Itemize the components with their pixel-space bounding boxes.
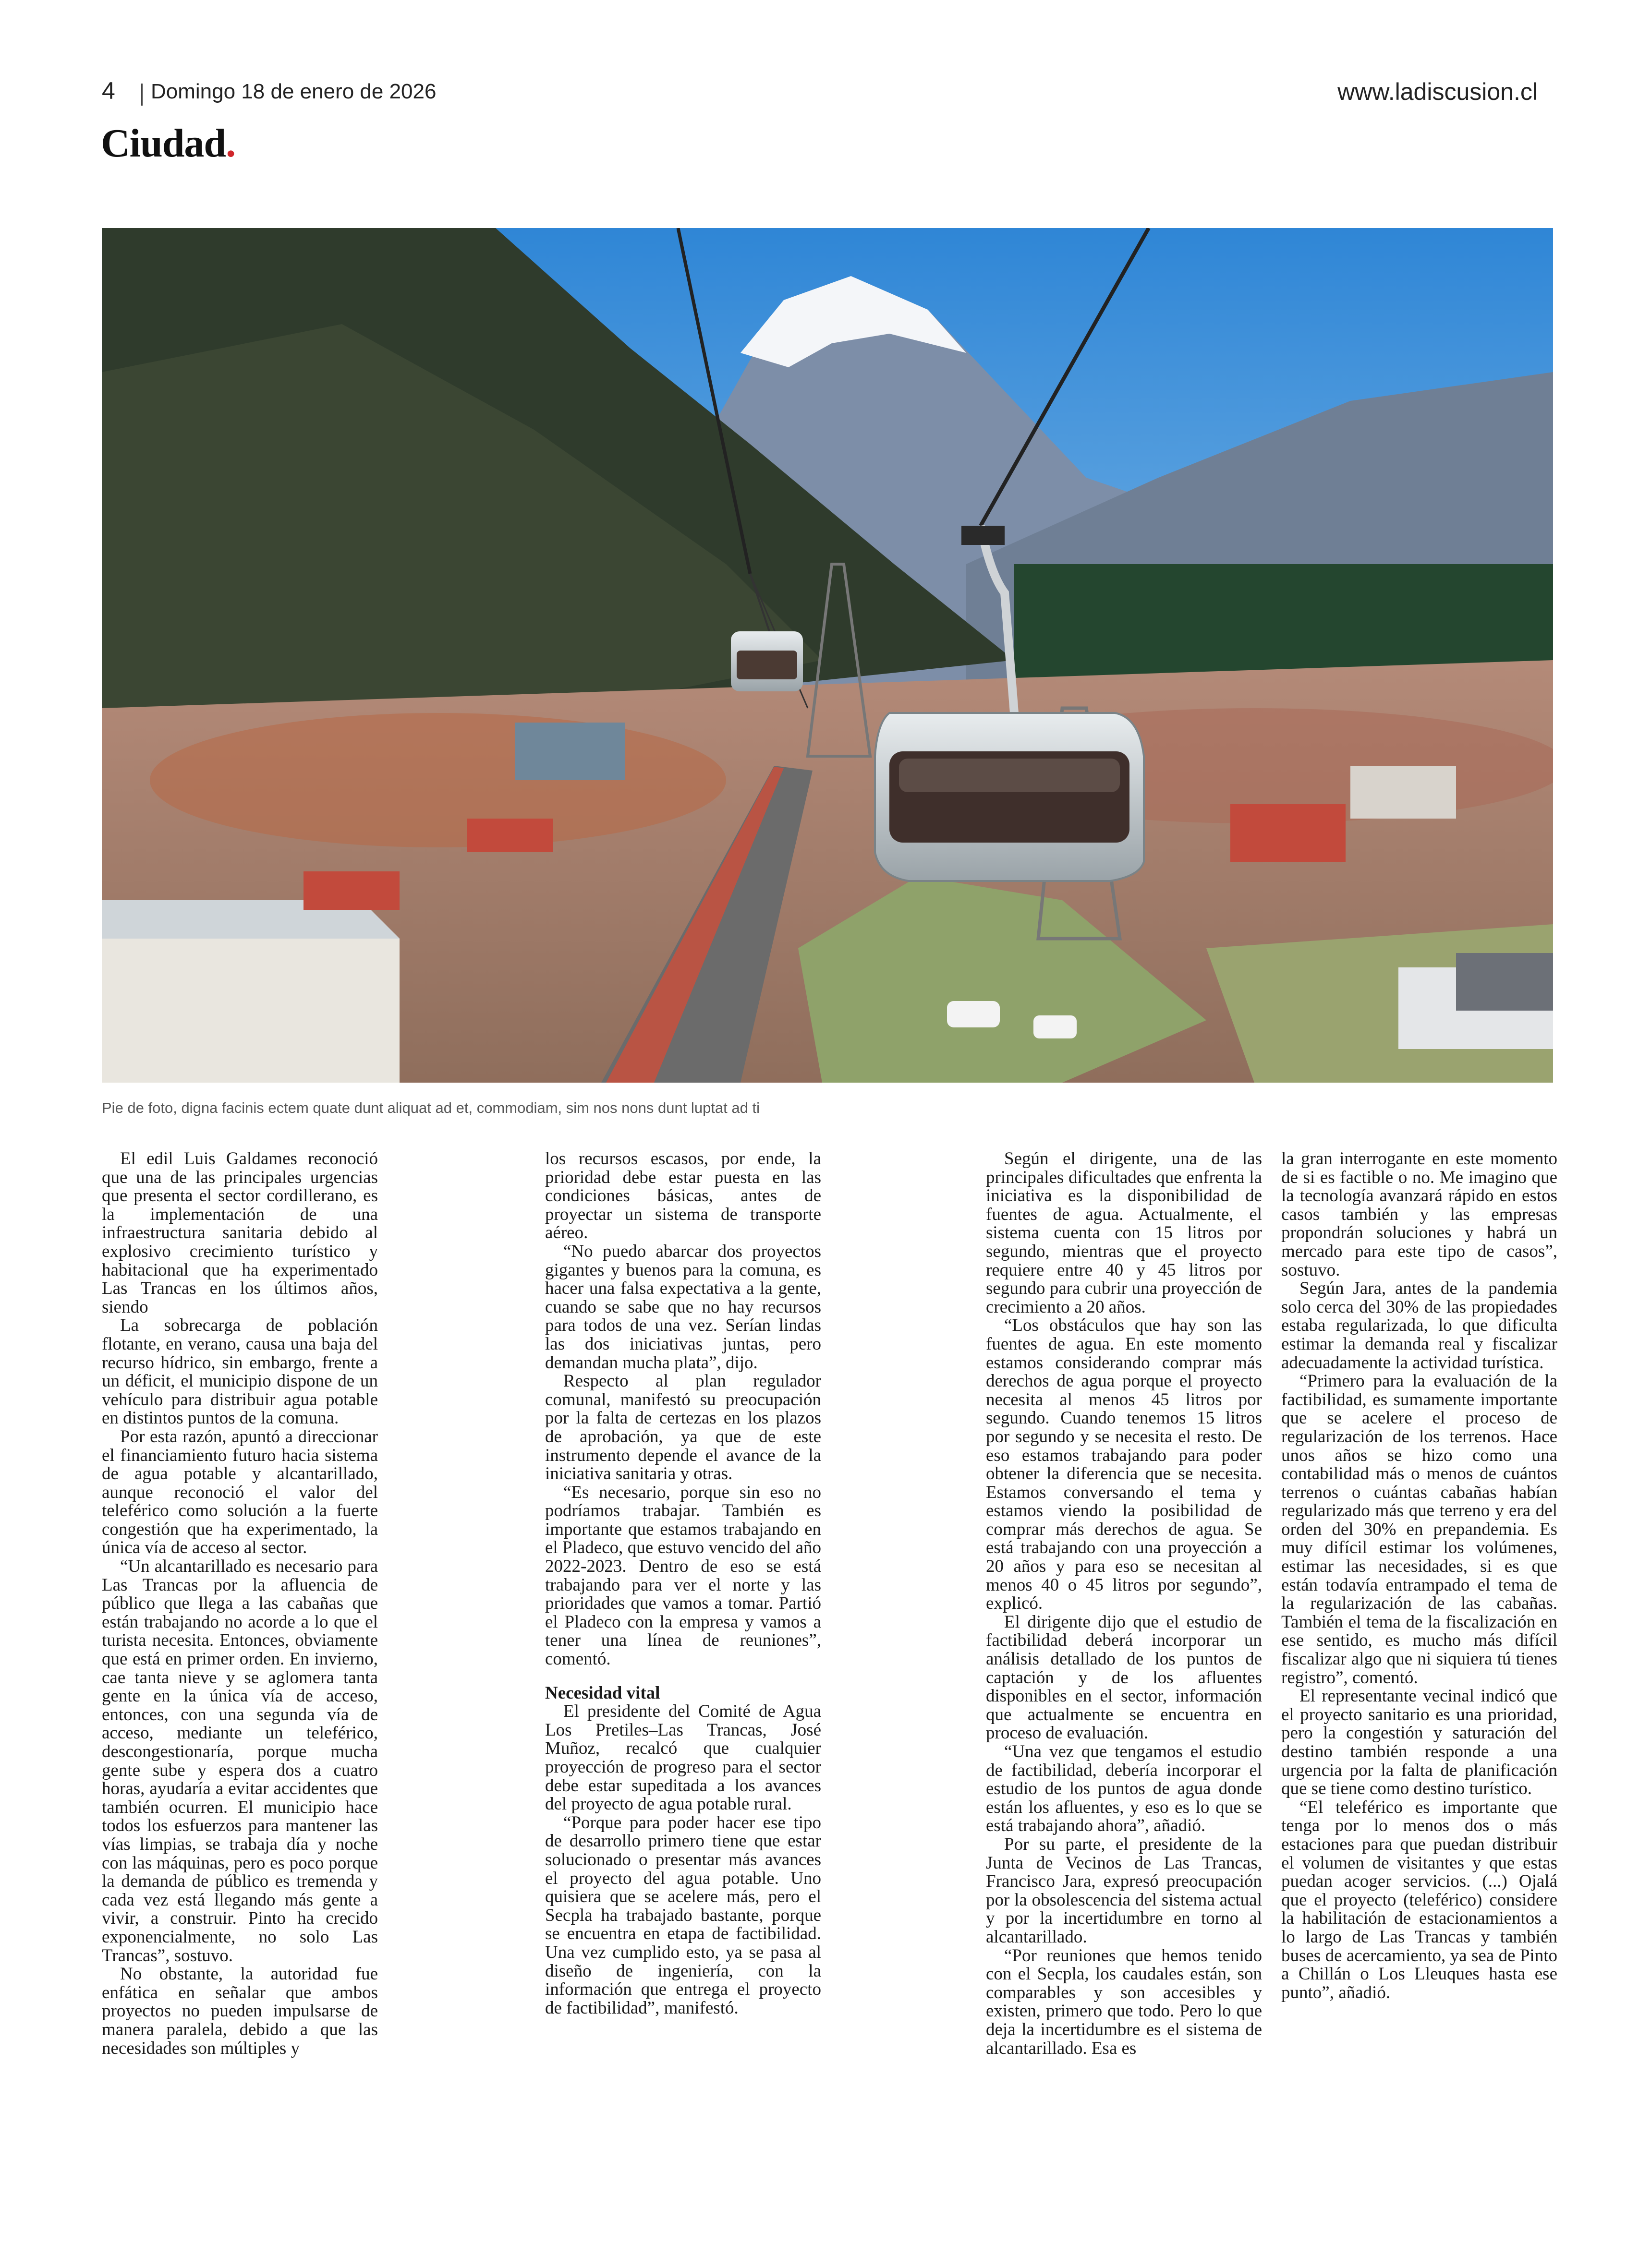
page-header [102, 77, 1538, 115]
article-column-3 [986, 1150, 1262, 2058]
photo-caption: Pie de foto, digna facinis ectem quate dunt aliquat ad et, commodiam, sim nos nons dunt luptat ad ti [102, 1099, 760, 1116]
paragraph: El edil Luis Galdames reconoció que una de las principales urgencias que presenta el sector cordillerano, es la implementación de una infraestructura sanitaria debido al explosivo crecimiento turístico y habitacional que ha experimentado Las Trancas en los últimos años, siendo [102, 1149, 378, 1317]
article-column-2 [545, 1150, 821, 2017]
paragraph: “Los obstáculos que hay son las fuentes de agua. En este momento estamos considerando comprar más derechos de agua porque el proyecto necesita al menos 45 litros por segundo. Cuando tenemos 15 litros por segundo y se necesita el resto. De eso estamos trabajando para poder obtener la diferencia que se necesita. Estamos conversando el tema y estamos viendo la posibilidad de comprar más derechos de agua. Se está trabajando con una proyección a 20 años y para eso se necesitan al menos 40 o 45 litros por segundo”, explicó. [986, 1315, 1262, 1614]
website-link[interactable]: www.ladiscusion.cl [1337, 78, 1538, 105]
paragraph: “Primero para la evaluación de la factibilidad, es sumamente importante que se acelere el proceso de regularización de los terrenos. Hace unos años se hizo como una contabilidad más o menos de cuántos terrenos o cuántas cabañas habían regularizado más que terreno y era del orden del 30% en prepandemia. Es muy difícil estimar los volúmenes, estimar las necesidades, si es que están todavía entrampado el tema de la regularización de las cabañas. También el tema de la fiscalización en ese sentido, es mucho más difícil fiscalizar algo que ni siquiera tú tienes registro”, comentó. [1281, 1371, 1557, 1688]
cable-car-landscape-photo [102, 228, 1553, 1083]
paragraph: “Porque para poder hacer ese tipo de desarrollo primero tiene que estar solucionado o presentar más avances el proyecto del agua potable. Uno quisiera que se acelere más, pero el Secpla ha trabajado bastante, porque se encuentra en etapa de factibilidad. Una vez cumplido esto, ya se pasa al diseño de ingeniería, con la información que entrega el proyecto de factibilidad”, manifestó. [545, 1812, 821, 2018]
subheading: Necesidad vital [545, 1683, 660, 1703]
paragraph: Según Jara, antes de la pandemia solo cerca del 30% de las propiedades estaba regularizada, lo que dificulta estimar la demanda real y fiscalizar adecuadamente la actividad turística. [1281, 1279, 1557, 1373]
section-title [101, 120, 235, 167]
paragraph: El dirigente dijo que el estudio de factibilidad deberá incorporar un análisis detallado de los puntos de captación y de los afluentes disponibles en el sector, información que actualmente se encuentra en proceso de evaluación. [986, 1612, 1262, 1743]
section-name: Ciudad [101, 121, 226, 166]
paragraph: La sobrecarga de población flotante, en verano, causa una baja del recurso hídrico, sin embargo, frente a un déficit, el municipio dispone de un vehículo para distribuir agua potable en distintos puntos de la comuna. [102, 1315, 378, 1428]
paragraph: “Por reuniones que hemos tenido con el Secpla, los caudales están, son comparables y son accesibles y existen, primero que todo. Pero lo que deja la incertidumbre es el sistema de alcantarillado. Esa es [986, 1945, 1262, 2058]
paragraph: “Es necesario, porque sin eso no podríamos trabajar. También es importante que estamos trabajando en el Pladeco, que estuvo vencido del año 2022-2023. Dentro de eso se está trabajando para ver el norte y las prioridades que vamos a tomar. Partió el Pladeco con la empresa y vamos a tener una línea de reuniones”, comentó. [545, 1482, 821, 1669]
paragraph: El representante vecinal indicó que el proyecto sanitario es una prioridad, pero la congestión y saturación del destino también responde a una urgencia por la falta de planificación que se tiene como destino turístico. [1281, 1686, 1557, 1799]
page-number: 4 [102, 77, 115, 104]
paragraph: “Un alcantarillado es necesario para Las Trancas por la afluencia de público que llega a las cabañas que están trabajando no acorde a lo que el turista necesita. Entonces, obviamente que está en primer orden. En invierno, cae tanta nieve y se aglomera tanta gente en la única vía de acceso, entonces, con una segunda vía de acceso, mediante un teleférico, descongestionaría, porque mucha gente sube y espera dos a cuatro horas, ayudaría a evitar accidentes que también ocurren. El municipio hace todos los esfuerzos para mantener las vías limpias, se trabaja día y noche con las máquinas, pero es poco porque la demanda de público es tremenda y cada vez está llegando más gente a vivir, a construir. Pinto ha crecido exponencialmente, no solo Las Trancas”, sostuvo. [102, 1556, 378, 1966]
paragraph: “Una vez que tengamos el estudio de factibilidad, debería incorporar el estudio de los puntos de agua donde están los afluentes, y eso es lo que se está trabajando ahora”, añadió. [986, 1742, 1262, 1836]
photo-illustration [102, 228, 1553, 1083]
paragraph: “El teleférico es importante que tenga por lo menos dos o más estaciones para que puedan distribuir el volumen de visitantes y que estas puedan acoger servicios. (...) Ojalá que el proyecto (teleférico) considere la habilitación de estacionamientos a lo largo de Las Trancas y también buses de acercamiento, ya sea de Pinto a Chillán o Los Lleuques hasta ese punto”, añadió. [1281, 1797, 1557, 2003]
article-column-1 [102, 1150, 378, 2058]
section-dot: . [226, 121, 236, 166]
issue-date: Domingo 18 de enero de 2026 [151, 80, 437, 103]
paragraph: Respecto al plan regulador comunal, manifestó su preocupación por la falta de certezas en los plazos de aprobación, ya que de este instrumento depende el avance de la iniciativa sanitaria y otras. [545, 1371, 821, 1484]
paragraph: No obstante, la autoridad fue enfática en señalar que ambos proyectos no pueden impulsarse de manera paralela, debido a que las necesidades son múltiples y [102, 1964, 378, 2058]
paragraph: “No puedo abarcar dos proyectos gigantes y buenos para la comuna, es hacer una falsa expectativa a la gente, cuando se sabe que no hay recursos para todos de una vez. Serían lindas las dos iniciativas juntas, pero demandan mucha plata”, dijo. [545, 1241, 821, 1373]
paragraph: Por esta razón, apuntó a direccionar el financiamiento futuro hacia sistema de agua potable y alcantarillado, aunque reconoció el valor del teleférico como solución a la fuerte congestión que ha experimentado, la única vía de acceso al sector. [102, 1426, 378, 1558]
header-divider [141, 84, 143, 106]
article-column-4 [1281, 1150, 1557, 2002]
paragraph: la gran interrogante en este momento de si es factible o no. Me imagino que la tecnología avanzará rápido en estos casos también y las empresas propondrán soluciones y habrá un mercado para este tipo de casos”, sostuvo. [1281, 1149, 1557, 1280]
paragraph: los recursos escasos, por ende, la prioridad debe estar puesta en las condiciones básicas, antes de proyectar un sistema de transporte aéreo. [545, 1149, 821, 1243]
paragraph: Según el dirigente, una de las principales dificultades que enfrenta la iniciativa es la disponibilidad de fuentes de agua. Actualmente, el sistema cuenta con 15 litros por segundo, mientras que el proyecto requiere entre 40 y 45 litros por segundo para cubrir una proyección de crecimiento a 20 años. [986, 1149, 1262, 1317]
paragraph: Por su parte, el presidente de la Junta de Vecinos de Las Trancas, Francisco Jara, expresó preocupación por la obsolescencia del sistema actual y por la incertidumbre en torno al alcantarillado. [986, 1834, 1262, 1947]
paragraph: El presidente del Comité de Agua Los Pretiles–Las Trancas, José Muñoz, recalcó que cualquier proyección de progreso para el sector debe estar supeditada a los avances del proyecto de agua potable rural. [545, 1701, 821, 1814]
